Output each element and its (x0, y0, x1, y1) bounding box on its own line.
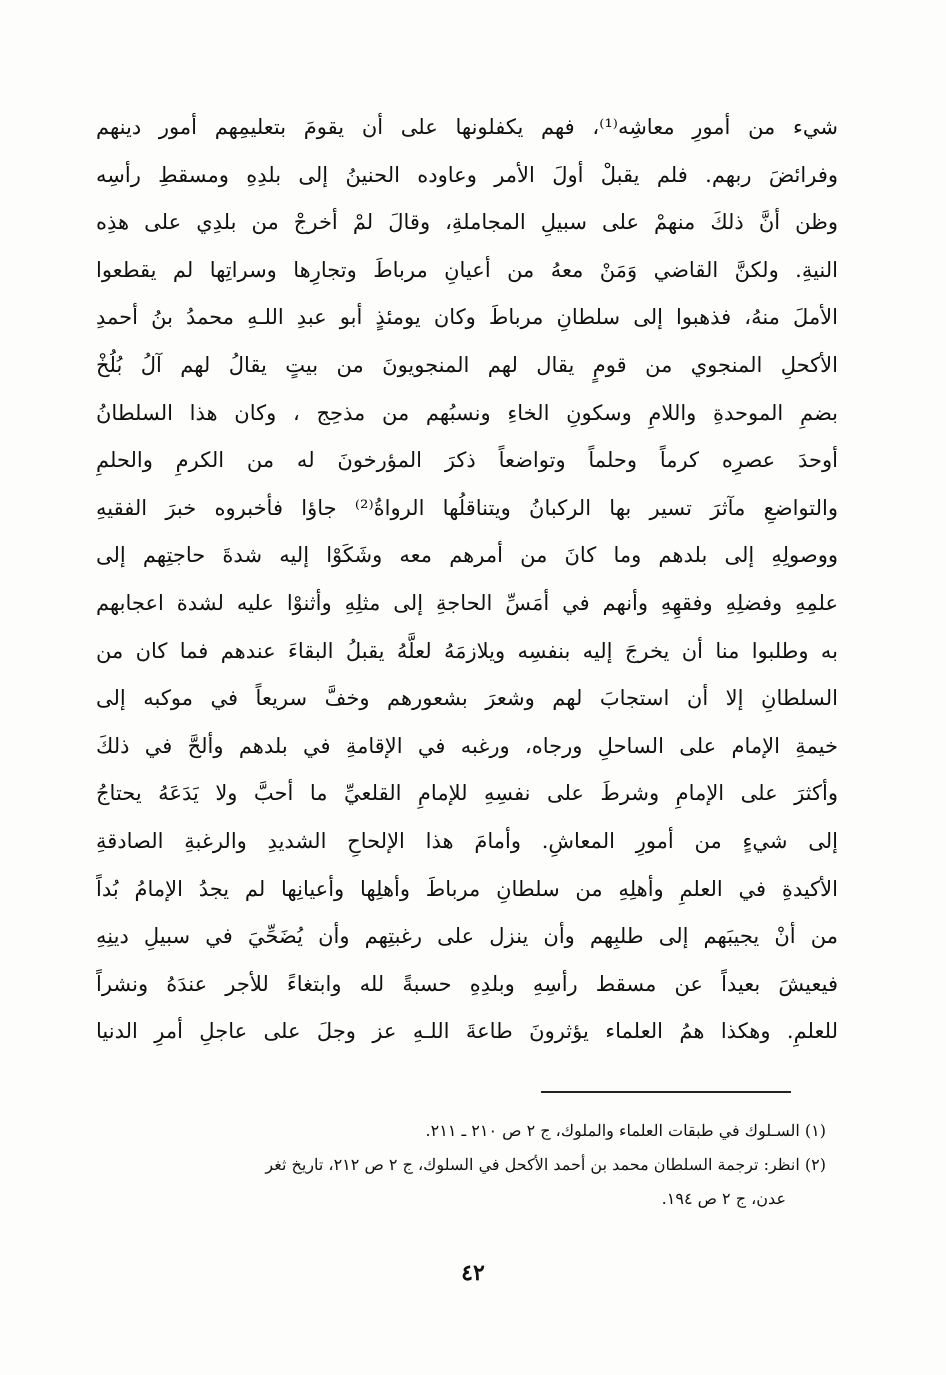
main-text-block (96, 104, 838, 1056)
footnote-2: (٢) انظر: ترجمة السلطان محمد بن أحمد الأكحل في السلوك، ج ٢ ص ٢١٢، تاريخ ثغر (265, 1155, 826, 1174)
text-line: إلى شيءٍ من أمورِ المعاشِ. وأمامَ هذا الإلحاحِ الشديدِ والرغبةِ الصادقةِ (96, 828, 838, 853)
text-line: الأكيدةِ في العلمِ وأهلِهِ من سلطانِ مرباطَ وأهلِها وأعيانِها لم يجدُ الإمامُ بُداً (96, 876, 838, 901)
text-line: خيمةِ الإمام على الساحلِ ورجاه، ورغبه في الإقامةِ في بلدهم وألحَّ في ذلكَ (96, 733, 838, 758)
text-line: فيعيشَ بعيداً عن مسقط رأسِهِ وبلدِهِ حسبةً لله وابتغاءً للأجر عندَهُ ونشراً (96, 971, 838, 996)
footnote-1: (١) السـلوك في طبقات العلماء والملوك، ج ٢ ص ٢١٠ ـ ٢١١. (425, 1121, 826, 1140)
text-line: بضمِ الموحدةِ واللامِ وسكونِ الخاءِ ونسبُهم من مذحِج ، وكان هذا السلطانُ (96, 400, 838, 425)
text-line: به وطلبوا منا أن يخرجَ إليه بنفسِه ويلازمَهُ لعلَّهُ يقبلُ البقاءَ عندهم فما كان من (96, 638, 838, 663)
page-number: ٤٢ (461, 1260, 485, 1286)
text-line: السلطانِ إلا أن استجابَ لهم وشعرَ بشعورهم وخفَّ سريعاً في موكبه إلى (96, 686, 838, 711)
text-line: للعلمِ. وهكذا همُ العلماء يؤثرونَ طاعةَ اللـهِ عز وجلَ على عاجلِ أمرِ الدنيا (96, 1019, 838, 1044)
footnotes-block (96, 1114, 826, 1216)
text-line: الأملَ منهُ، فذهبوا إلى سلطانِ مرباطَ وكان يومئذٍ أبو عبدِ اللـهِ محمدُ بنُ أحمدِ (96, 305, 838, 330)
text-line: وظن أنَّ ذلكَ منهمْ على سبيلِ المجاملةِ، وقالَ لمْ أخرجْ من بلدِي على هذِه (96, 210, 838, 235)
text-line: شيء من أمورِ معاشِه⁽¹⁾، فهم يكفلونها على أن يقومَ بتعليمِهم أمور دينهم (96, 115, 838, 139)
footnote-2-continuation: عدن، ج ٢ ص ١٩٤. (661, 1189, 786, 1208)
footnote-separator (541, 1091, 791, 1093)
text-line: من أنْ يجيبَهم إلى طلبِهم وأن ينزل على رغبتِهم وأن يُضَحِّيَ في سبيلِ دينِهِ (96, 924, 838, 949)
text-line: الأكحلِ المنجوي من قومٍ يقال لهم المنجويونَ من بيتٍ يقالُ لهم آلُ بُلُخْ (96, 352, 838, 377)
text-line: علمِهِ وفضلِهِ وفقهِهِ وأنهم في أمَسِّ الحاجةِ إلى مثلِهِ وأثنوْا عليه لشدة اعجابهم (96, 590, 838, 615)
text-line: والتواضعِ مآثرَ تسير بها الركبانُ ويتناقلُها الرواةُ⁽²⁾ جاؤا فأخبروه خبرَ الفقيهِ (96, 495, 838, 520)
text-line: ووصولِهِ إلى بلدهم وما كانَ من أمرهم معه وشَكَوْا إليه شدةَ حاجتِهم إلى (96, 543, 838, 568)
text-line: أوحدَ عصرِه كرماً وحلماً وتواضعاً ذكرَ المؤرخونَ له من الكرمِ والحلمِ (96, 448, 838, 473)
text-line: النيةِ. ولكنَّ القاضي وَمَنْ معهُ من أعيانِ مرباطَ وتجارِها وسراتِها لم يقطعوا (96, 257, 838, 282)
text-line: وفرائضَ ربهم. فلم يقبلْ أولَ الأمر وعاوده الحنينُ إلى بلدِهِ ومسقطِ رأسِه (96, 162, 838, 187)
text-line: وأكثرَ على الإمامِ وشرطَ على نفسِهِ للإمامِ القلعيِّ ما أحبَّ ولا يَدَعَهُ يحتاجُ (96, 781, 838, 806)
